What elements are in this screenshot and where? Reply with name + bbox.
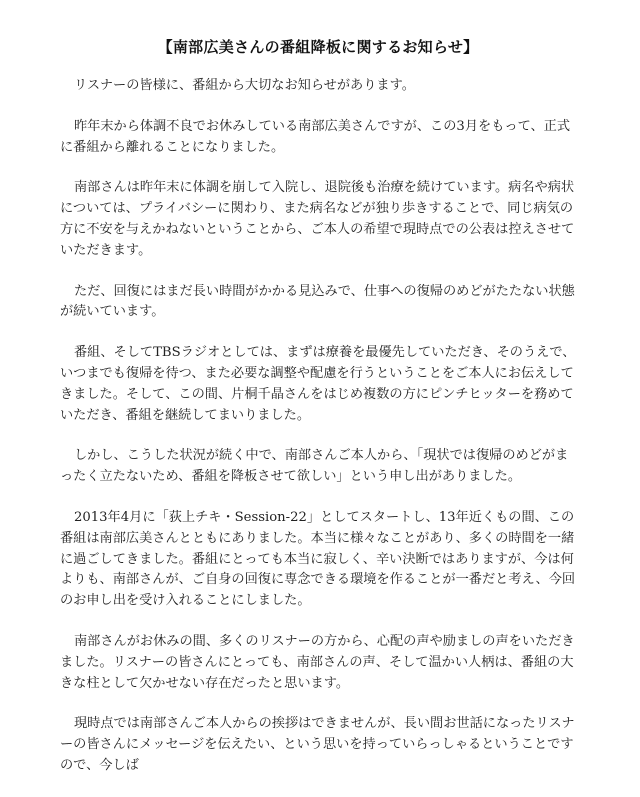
document-title: 【南部広美さんの番組降板に関するお知らせ】	[157, 38, 479, 56]
paragraph-station-support: 番組、そしてTBSラジオとしては、まずは療養を最優先していただき、そのうえで、いつまでも復帰を待つ、また必要な調整や配慮を行うということをご本人にお伝えしてきました。そして、この間、片桐千晶さんをはじめ複数の方にピンチヒッターを務めていただき、番組を継続してまいりました。	[60, 345, 576, 423]
paragraph-listener-support: 南部さんがお休みの間、多くのリスナーの方から、心配の声や励ましの声をいただきました。リスナーの皆さんにとっても、南部さんの声、そして温かい人柄は、番組の大きな柱として欠かせない存在だったと思います。	[60, 633, 575, 691]
paragraph-resignation-request: しかし、こうした状況が続く中で、南部さんご本人から、「現状では復帰のめどがまったく立たないため、番組を降板させて欲しい」という申し出がありました。	[60, 448, 569, 485]
paragraph-greeting: リスナーの皆様に、番組から大切なお知らせがあります。	[74, 78, 415, 93]
paragraph-departure-announcement: 昨年末から体調不良でお休みしている南部広美さんですが、この3月をもって、正式に番組から離れることになりました。	[60, 118, 571, 155]
paragraph-closing-message: 現時点では南部さんご本人からの挨拶はできませんが、長い間お世話になったリスナーの皆さんにメッセージを伝えたい、という思いを持っていらっしゃるということですので、今しば	[60, 716, 575, 773]
paragraph-recovery-outlook: ただ、回復にはまだ長い時間がかかる見込みで、仕事への復帰のめどがたたない状態が続いています。	[60, 283, 575, 320]
document-page	[60, 36, 576, 797]
paragraph-program-history: 2013年4月に「荻上チキ・Session-22」としてスタートし、13年近くもの間、この番組は南部広美さんとともにありました。本当に様々なことがあり、多くの時間を一緒に過ごしてきました。番組にとっても本当に寂しく、辛い決断ではありますが、今は何よりも、南部さんが、ご自身の回復に専念できる環境を作ることが一番だと考え、今回のお申し出を受け入れることにしました。	[60, 509, 576, 609]
paragraph-health-status: 南部さんは昨年末に体調を崩して入院し、退院後も治療を続けています。病名や病状については、プライバシーに関わり、また病名などが独り歩きすることで、同じ病気の方に不安を与えかねないということから、ご本人の希望で現時点での公表は控えさせていただきます。	[60, 180, 575, 258]
